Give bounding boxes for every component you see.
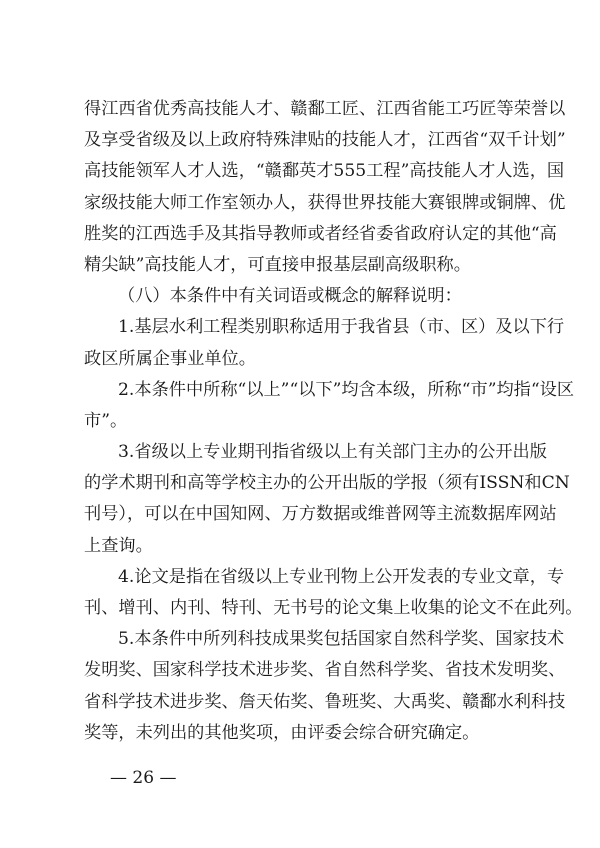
page-number: — 26 — — [110, 768, 177, 788]
text-line: 3.省级以上专业期刊指省级以上有关部门主办的公开出版 — [118, 442, 547, 463]
text-line: 刊号），可以在中国知网、万方数据或维普网等主流数据库网站 — [84, 504, 557, 525]
text-line: 4.论文是指在省级以上专业刊物上公开发表的专业文章，专 — [118, 566, 565, 587]
document-body — [84, 94, 583, 749]
text-line: 奖等，未列出的其他奖项，由评委会综合研究确定。 — [84, 722, 480, 743]
text-line: 1.基层水利工程类别职称适用于我省县（市、区）及以下行 — [118, 317, 565, 338]
text-line: 市”。 — [84, 410, 128, 431]
text-line: 得江西省优秀高技能人才、赣鄱工匠、江西省能工巧匠等荣誉以 — [84, 99, 566, 119]
text-line: 精尖缺”高技能人才，可直接申报基层副高级职称。 — [84, 254, 471, 275]
text-line: 政区所属企事业单位。 — [84, 348, 256, 369]
text-line: 上查询。 — [84, 535, 153, 556]
text-line: 高技能领军人才人选，“赣鄱英才555工程”高技能人才人选，国 — [84, 161, 565, 182]
text-line: 刊、增刊、内刊、特刊、无书号的论文集上收集的论文不在此列。 — [84, 598, 583, 618]
text-line: 2.本条件中所称“以上”“以下”均含本级，所称“市”均指“设区 — [118, 379, 575, 400]
text-line: 发明奖、国家科学技术进步奖、省自然科学奖、省技术发明奖、 — [84, 660, 566, 681]
text-line: 的学术期刊和高等学校主办的公开出版的学报（须有ISSN和CN — [84, 473, 570, 494]
text-line: 省科学技术进步奖、詹天佑奖、鲁班奖、大禹奖、赣鄱水利科技 — [84, 691, 566, 712]
text-line: 5.本条件中所列科技成果奖包括国家自然科学奖、国家技术 — [118, 629, 565, 650]
text-line: 家级技能大师工作室领办人，获得世界技能大赛银牌或铜牌、优 — [84, 192, 566, 213]
section-heading: （八）本条件中有关词语或概念的解释说明： — [118, 286, 462, 307]
text-line: 胜奖的江西选手及其指导教师或者经省委省政府认定的其他“高 — [84, 223, 557, 244]
text-line: 及享受省级及以上政府特殊津贴的技能人才，江西省“双千计划” — [84, 130, 566, 151]
